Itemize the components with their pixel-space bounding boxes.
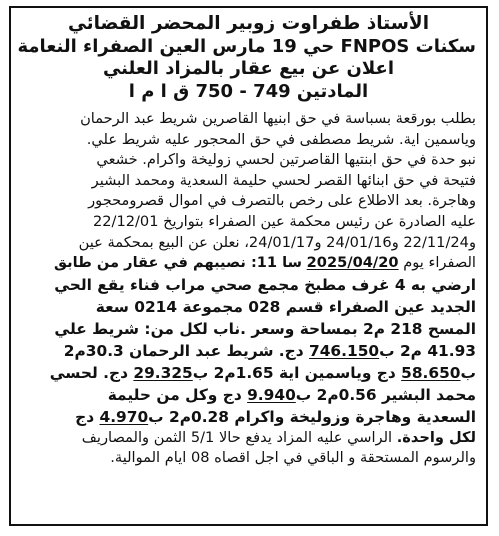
body-line: وهاجرة. بعد الاطلاع على رخص بالتصرف في اموال قصرومحجور (88, 192, 476, 210)
share-text: لكل واحدة. (396, 428, 476, 446)
share-price: 9.940 (247, 385, 296, 404)
sale-date-suffix: سا 11: نصيبهم في عقار من طابق (53, 254, 303, 272)
legal-notice (9, 6, 488, 526)
body-line: وياسمين اية. شريط مصطفى في حق المحجور عليه شريط علي. (86, 130, 476, 148)
sale-date-line (21, 253, 476, 274)
body-line: والرسوم المستحقة و الباقي في اجل اقصاه 08 ايام الموالية. (110, 449, 476, 467)
share-price: 58.650 (401, 363, 461, 382)
share-text: السعدية وهاجرة وزوليخة واكرام 0.28م2 ب (148, 407, 476, 426)
body-line: عليه الصادرة عن رئيس محكمة عين الصفراء بتواريخ 22/12/01 (92, 212, 476, 230)
sale-date: 2025/04/20 (306, 254, 399, 272)
share-text: دج (75, 407, 95, 426)
share-line (21, 340, 476, 362)
body-line: فتيحة في حق ابنائها القصر لحسي حليمة السعدية ومحمد البشير (91, 171, 476, 189)
bailiff-name: الأستاذ طفراوت زوبير المحضر القضائي (67, 13, 430, 34)
share-price: 29.325 (133, 363, 193, 382)
share-text: دج وياسمين اية 1.65م2 ب (192, 363, 396, 382)
property-line: المسح 218 م2 بمساحة وسعر .ناب لكل من: شريط علي (54, 319, 476, 338)
share-line (21, 362, 476, 384)
share-line (21, 406, 476, 428)
share-line (21, 384, 476, 406)
share-price: 746.150 (309, 341, 380, 360)
body-line: و22/11/24 و24/01/16 و24/01/17، نعلن عن البيع بمحكمة عين (78, 233, 476, 251)
bailiff-address: سكنات FNPOS حي 19 مارس العين الصفراء النعامة (17, 35, 476, 57)
share-price: 4.970 (99, 407, 149, 426)
sale-date-prefix: الصفراء يوم (403, 254, 476, 272)
share-text: دج. شريط عبد الرحمان 30.3م2 (63, 341, 304, 360)
property-line: الجديد عين الصفراء قسم 028 مجموعة 0214 سعة (95, 297, 476, 316)
share-text: محمد البشير 0.56م2 ب (295, 385, 476, 404)
body-line: نبو حدة في حق ابنتيها القاصرتين لحسي زوليخة واكرام. خشعي (96, 151, 476, 169)
legal-articles: المادتين 749 - 750 ق ا م ا (128, 80, 369, 102)
share-text: دج وكل من حليمة (107, 385, 242, 404)
payment-line (21, 428, 476, 449)
share-text: 41.93 م2 ب (379, 341, 476, 360)
share-text: دج. لحسي (49, 363, 129, 382)
notice-title: اعلان عن بيع عقار بالمزاد العلني (102, 58, 395, 79)
body-line: بطلب بورقعة بسباسة في حق ابنيها القاصرين شريط عبد الرحمان (80, 110, 476, 127)
notice-body (21, 109, 476, 469)
property-line: ارضي به 4 غرف مطبخ مجمع صحي مراب فناء يقع الحي (54, 275, 476, 294)
payment-terms: الراسي عليه المزاد يدفع حالا 5/1 الثمن والمصاريف (81, 428, 393, 446)
share-text: ب (460, 363, 476, 382)
